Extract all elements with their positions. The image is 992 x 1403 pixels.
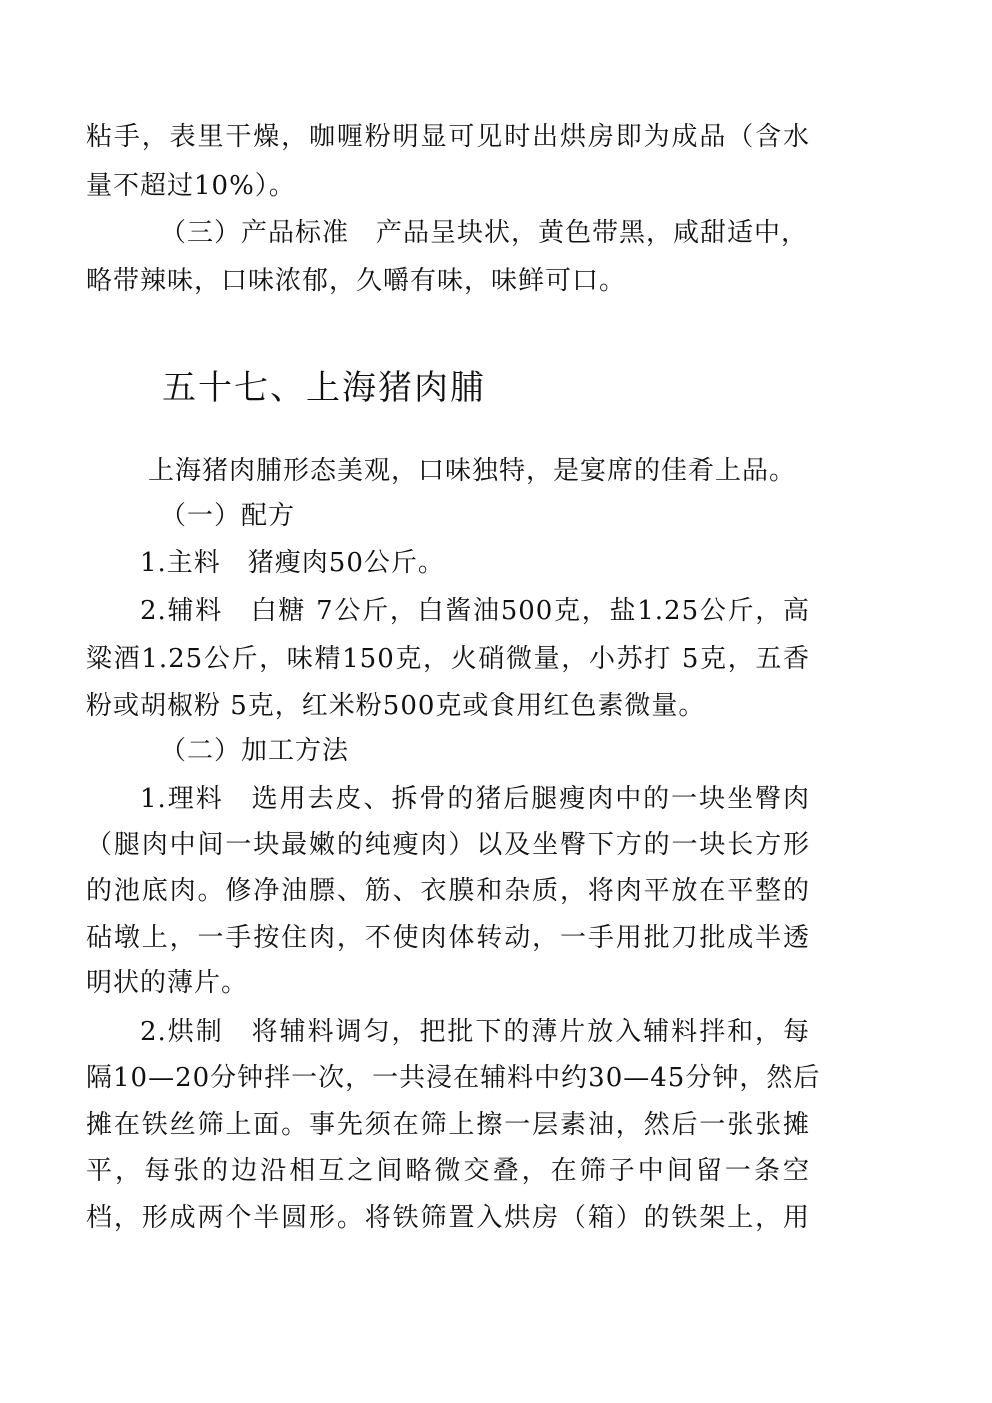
step1-line-4: 砧墩上，一手按住肉，不使肉体转动，一手用批刀批成半透 — [86, 923, 810, 953]
aux-ingredient-line-2: 粱酒1.25公斤，味精150克，火硝微量，小苏打 5克，五香 — [86, 644, 810, 674]
step2-line-4: 平，每张的边沿相互之间略微交叠，在筛子中间留一条空 — [86, 1156, 810, 1186]
step2-line-2: 隔10—20分钟拌一次，一共浸在辅料中约30—45分钟，然后 — [86, 1063, 821, 1093]
formula-heading: （一）配方 — [160, 501, 296, 531]
method-heading: （二）加工方法 — [160, 736, 350, 766]
aux-ingredient-line-3: 粉或胡椒粉 5克，红米粉500克或食用红色素微量。 — [86, 691, 706, 721]
step2-line-3: 摊在铁丝筛上面。事先须在筛上擦一层素油，然后一张张摊 — [86, 1110, 810, 1140]
product-standard-line-2: 略带辣味，口味浓郁，久嚼有味，味鲜可口。 — [86, 266, 627, 296]
section-intro: 上海猪肉脯形态美观，口味独特，是宴席的佳肴上品。 — [148, 456, 797, 486]
step1-line-5: 明状的薄片。 — [86, 968, 249, 998]
prev-text-line-2: 量不超过10%）。 — [86, 171, 296, 201]
prev-text-line-1: 粘手，表里干燥，咖喱粉明显可见时出烘房即为成品（含水 — [86, 122, 810, 152]
product-standard-line-1: （三）产品标准 产品呈块状，黄色带黑，咸甜适中， — [160, 218, 809, 248]
step2-line-5: 档，形成两个半圆形。将铁筛置入烘房（箱）的铁架上，用 — [86, 1203, 810, 1233]
step2-line-1: 2.烘制 将辅料调匀，把批下的薄片放入辅料拌和，每 — [140, 1017, 810, 1047]
main-ingredient: 1.主料 猪瘦肉50公斤。 — [140, 548, 445, 578]
step1-line-1: 1.理料 选用去皮、拆骨的猪后腿瘦肉中的一块坐臀肉 — [140, 784, 810, 814]
aux-ingredient-line-1: 2.辅料 白糖 7公斤，白酱油500克，盐1.25公斤，高 — [140, 596, 810, 626]
section-title: 五十七、上海猪肉脯 — [162, 368, 486, 408]
step1-line-2: （腿肉中间一块最嫩的纯瘦肉）以及坐臀下方的一块长方形 — [86, 830, 810, 860]
step1-line-3: 的池底肉。修净油膘、筋、衣膜和杂质，将肉平放在平整的 — [86, 876, 810, 906]
